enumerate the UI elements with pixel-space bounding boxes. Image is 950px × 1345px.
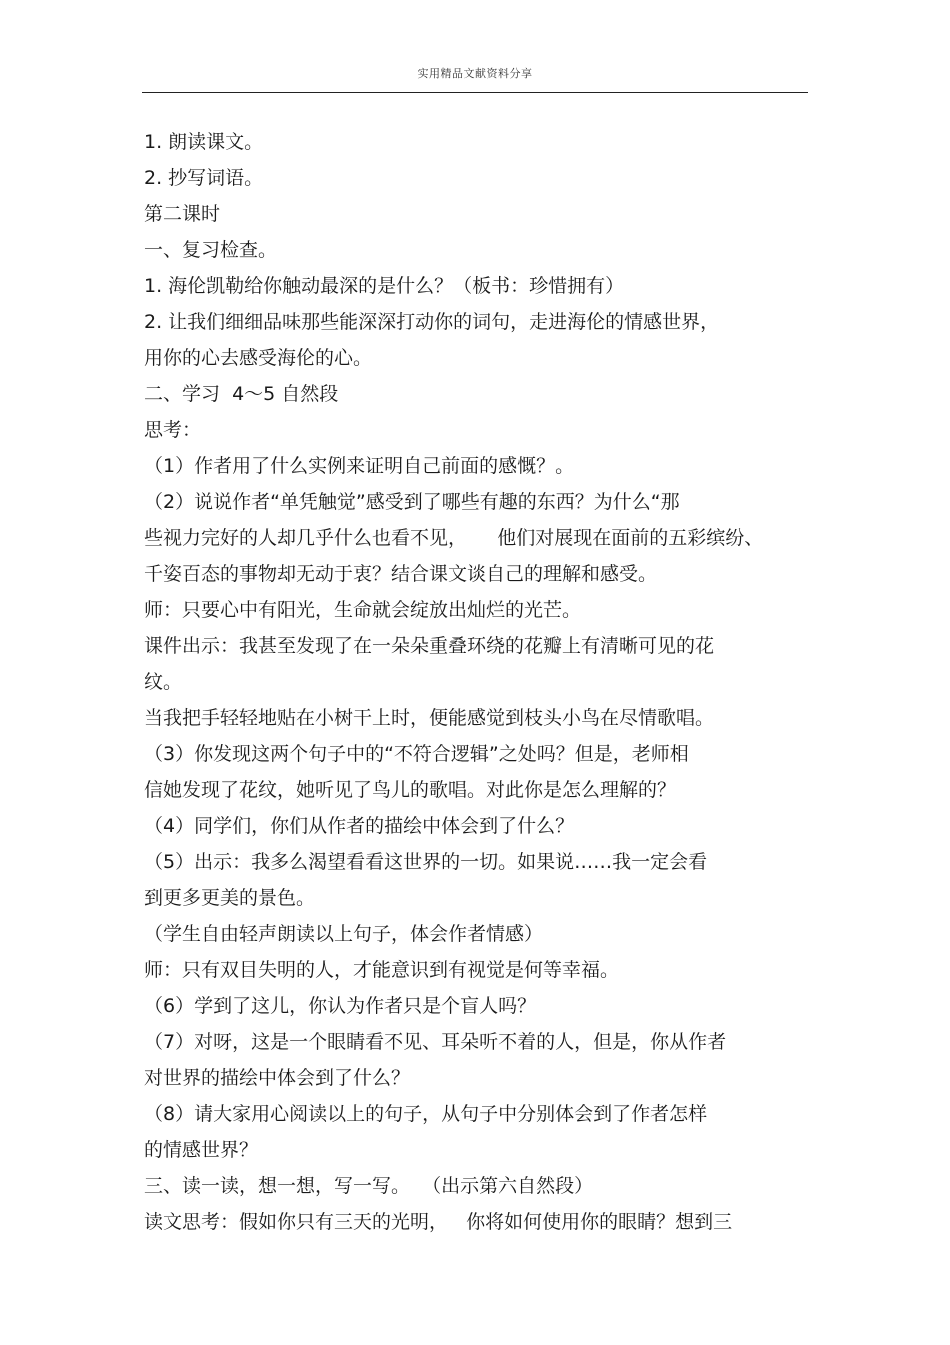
text-line: 些视力完好的人却几乎什么也看不见， 他们对展现在面前的五彩缤纷、 — [144, 527, 764, 549]
page-header-text: 实用精品文献资料分享 — [417, 67, 533, 80]
text-line: （学生自由轻声朗读以上句子，体会作者情感） — [144, 923, 544, 945]
text-line: 读文思考：假如你只有三天的光明， 你将如何使用你的眼睛？想到三 — [144, 1211, 733, 1233]
text-line: （5）出示：我多么渴望看看这世界的一切。如果说……我一定会看 — [144, 851, 708, 873]
page-header — [142, 58, 808, 93]
section-heading: 二、学习 4～5 自然段 — [144, 383, 339, 405]
text-line: 到更多更美的景色。 — [144, 887, 316, 909]
text-line: 2. 抄写词语。 — [144, 167, 264, 189]
text-line: 1. 海伦凯勒给你触动最深的是什么？（板书：珍惜拥有） — [144, 275, 625, 297]
text-line: （3）你发现这两个句子中的“不符合逻辑”之处吗？但是，老师相 — [144, 743, 689, 765]
text-line: 信她发现了花纹，她听见了鸟儿的歌唱。对此你是怎么理解的？ — [144, 779, 677, 801]
text-line: 1. 朗读课文。 — [144, 131, 264, 153]
text-line: 2. 让我们细细品味那些能深深打动你的词句，走进海伦的情感世界， — [144, 311, 720, 333]
text-line: 当我把手轻轻地贴在小树干上时，便能感觉到枝头小鸟在尽情歌唱。 — [144, 707, 715, 729]
text-line: 对世界的描绘中体会到了什么？ — [144, 1067, 411, 1089]
text-line: 师：只有双目失明的人，才能意识到有视觉是何等幸福。 — [144, 959, 620, 981]
text-line: 课件出示：我甚至发现了在一朵朵重叠环绕的花瓣上有清晰可见的花 — [144, 635, 715, 657]
text-line: 用你的心去感受海伦的心。 — [144, 347, 373, 369]
text-line: 思考： — [144, 419, 202, 441]
section-heading: 一、复习检查。 — [144, 239, 278, 261]
text-line: （1）作者用了什么实例来证明自己前面的感慨？。 — [144, 455, 575, 477]
text-line: （8）请大家用心阅读以上的句子，从句子中分别体会到了作者怎样 — [144, 1103, 708, 1125]
text-line: 的情感世界？ — [144, 1139, 259, 1161]
text-line: 千姿百态的事物却无动于衷？结合课文谈自己的理解和感受。 — [144, 563, 658, 585]
section-heading: 三、读一读，想一想，写一写。 （出示第六自然段） — [144, 1175, 594, 1197]
section-heading: 第二课时 — [144, 203, 221, 225]
text-line: 纹。 — [144, 671, 183, 693]
document-body — [144, 124, 824, 1240]
text-line: （7）对呀，这是一个眼睛看不见、耳朵听不着的人，但是，你从作者 — [144, 1031, 727, 1053]
text-line: （6）学到了这儿，你认为作者只是个盲人吗？ — [144, 995, 537, 1017]
text-line: （2）说说作者“单凭触觉”感受到了哪些有趣的东西？为什么“那 — [144, 491, 680, 513]
text-line: 师：只要心中有阳光，生命就会绽放出灿烂的光芒。 — [144, 599, 582, 621]
text-line: （4）同学们，你们从作者的描绘中体会到了什么？ — [144, 815, 575, 837]
